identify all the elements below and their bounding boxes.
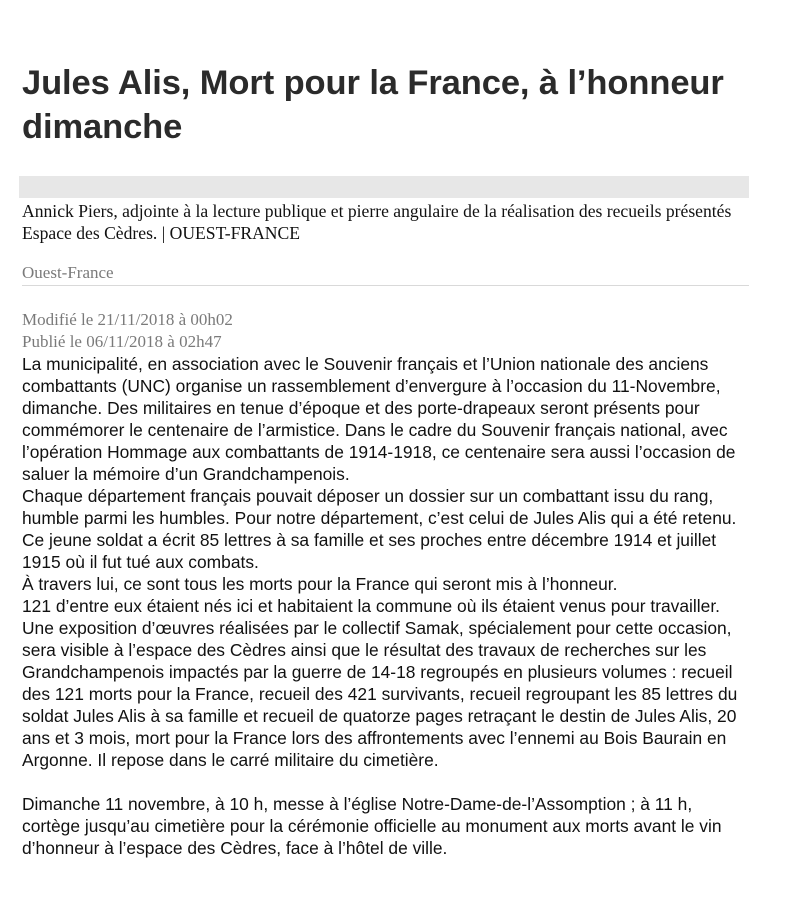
body-paragraph: Chaque département français pouvait déposer un dossier sur un combattant issu du rang, humble parmi les humbles. Pour notre département, c’est celui de Jules Alis qui a été retenu. Ce jeune soldat a écrit 85 lettres à sa famille et ses proches entre décembre 1914 et juillet 1915 où il fut tué aux combats. <box>22 486 737 572</box>
published-date: Publié le 06/11/2018 à 02h47 <box>22 332 222 351</box>
article-headline: Jules Alis, Mort pour la France, à l’honneur dimanche <box>22 64 724 146</box>
body-paragraph: 121 d’entre eux étaient nés ici et habitaient la commune où ils étaient venus pour travailler. Une exposition d’œuvres réalisées par le collectif Samak, spécialement pour cette occasion, sera visible à l’espace des Cèdres ainsi que le résultat des travaux de recherches sur les Grandchampenois impactés par la guerre de 14-18 regroupés en plusieurs volumes : recueil des 121 morts pour la France, recueil des 421 survivants, recueil regroupant les 85 lettres du soldat Jules Alis à sa famille et recueil de quatorze pages retraçant le destin de Jules Alis, 20 ans et 3 mois, mort pour la France lors des affrontements avec l’ennemi au Bois Baurain en Argonne. Il repose dans le carré militaire du cimetière. <box>22 596 738 770</box>
photo-caption: Annick Piers, adjointe à la lecture publique et pierre angulaire de la réalisation des recueils présentés Espace des Cèdres. | OUEST-FRANCE <box>22 201 732 243</box>
article-dates <box>22 309 749 353</box>
article-body <box>22 353 749 859</box>
article <box>22 0 749 859</box>
article-source: Ouest-France <box>22 262 749 286</box>
body-paragraph: À travers lui, ce sont tous les morts pour la France qui seront mis à l’honneur. <box>22 574 618 594</box>
modified-date: Modifié le 21/11/2018 à 00h02 <box>22 310 233 329</box>
body-paragraph: Dimanche 11 novembre, à 10 h, messe à l’église Notre-Dame-de-l’Assomption ; à 11 h, cortège jusqu’au cimetière pour la cérémonie officielle au monument aux morts avant le vin d’honneur à l’espace des Cèdres, face à l’hôtel de ville. <box>22 794 722 858</box>
body-paragraph: La municipalité, en association avec le Souvenir français et l’Union nationale des anciens combattants (UNC) organise un rassemblement d’envergure à l’occasion du 11-Novembre, dimanche. Des militaires en tenue d’époque et des porte-drapeaux seront présents pour commémorer le centenaire de l’armistice. Dans le cadre du Souvenir français national, avec l’opération Hommage aux combattants de 1914-1918, ce centenaire sera aussi l’occasion de saluer la mémoire d’un Grandchampenois. <box>22 354 736 484</box>
photo-placeholder <box>19 176 749 198</box>
